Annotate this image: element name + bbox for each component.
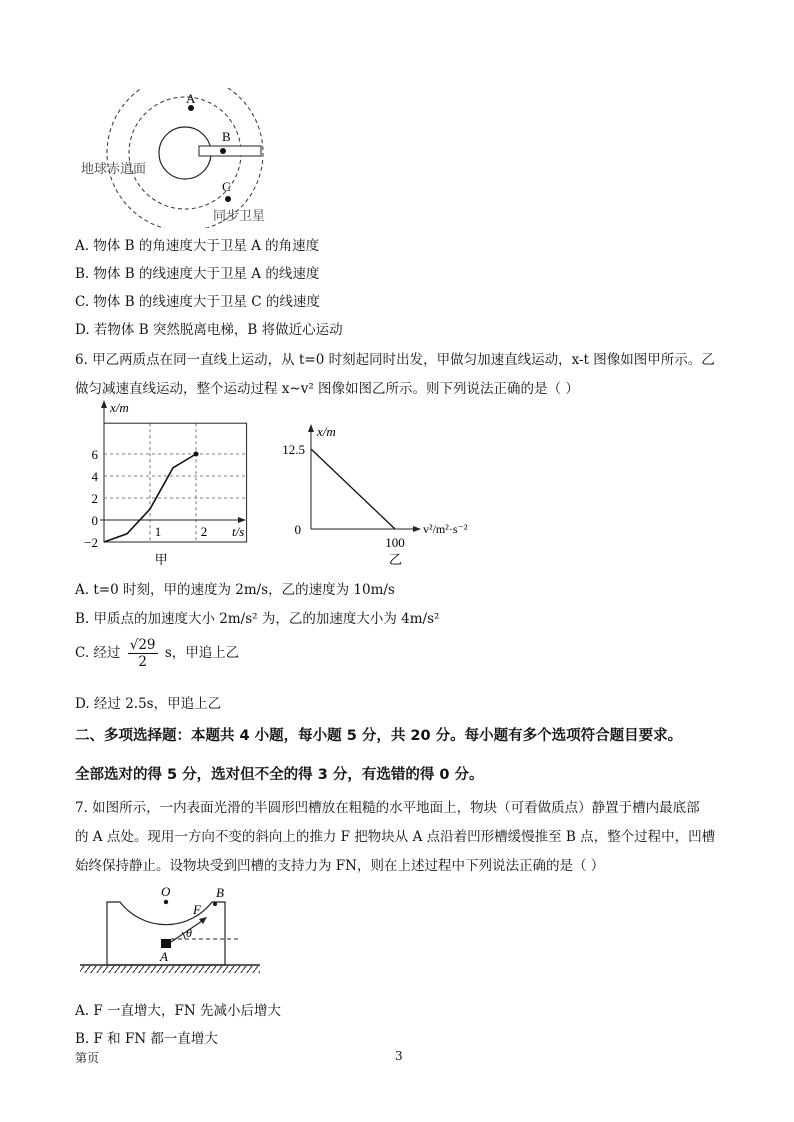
q6-stem-line1: 6. 甲乙两质点在同一直线上运动，从 t=0 时刻起同时出发，甲做匀加速直线运动，x-t 图像如图甲所示。乙 xyxy=(75,352,715,368)
orbit-figure xyxy=(75,88,275,228)
fraction xyxy=(128,637,158,670)
space-elevator xyxy=(199,146,261,156)
chart-jia xyxy=(70,398,260,568)
footer-left: 第页 xyxy=(75,1051,100,1065)
q7-stem-line1: 7. 如图所示，一内表面光滑的半圆形凹槽放在粗糙的水平地面上，物块（可看做质点）静置于槽内最底部 xyxy=(75,800,700,816)
fraction-numerator: √29 xyxy=(129,637,156,653)
x-axis-label: v²/m²·s⁻² xyxy=(423,522,468,536)
point-b xyxy=(220,148,226,154)
groove-figure xyxy=(75,882,275,977)
label-b-groove: B xyxy=(216,885,224,900)
chart-caption: 乙 xyxy=(389,552,403,567)
y-tick-label: 0 xyxy=(91,513,98,528)
x-tick-label: 100 xyxy=(385,535,405,550)
q6-option-c-prefix: C. 经过 xyxy=(75,645,121,661)
y-axis-label: x/m xyxy=(110,400,129,415)
x-tick-label: 2 xyxy=(200,524,208,539)
point-b-groove xyxy=(213,902,217,906)
x-axis-label: t/s xyxy=(232,524,245,539)
q6-option-b: B. 甲质点的加速度大小 2m/s² 为，乙的加速度大小为 4m/s² xyxy=(75,611,440,627)
q7-option-a: A. F 一直增大，FN 先减小后增大 xyxy=(75,1003,281,1019)
end-point xyxy=(194,452,199,457)
label-b: B xyxy=(222,129,231,144)
q6-option-c-suffix: s，甲追上乙 xyxy=(164,645,240,661)
chart-yi xyxy=(265,418,495,568)
y-axis-arrow xyxy=(308,424,314,432)
plot-frame xyxy=(104,423,247,542)
q6-option-d: D. 经过 2.5s，甲追上乙 xyxy=(75,696,222,712)
x-tick-label: 0 xyxy=(294,522,301,537)
label-theta: θ xyxy=(186,926,192,940)
label-a: A xyxy=(186,91,196,106)
x-axis-arrow xyxy=(238,517,246,523)
label-o: O xyxy=(161,884,171,899)
y-tick-label: −2 xyxy=(84,535,98,550)
q6-stem-line2: 做匀减速直线运动，整个运动过程 x~v² 图像如图乙所示。则下列说法正确的是（ ） xyxy=(75,381,579,397)
page-number: 3 xyxy=(395,1049,403,1063)
y-axis-arrow xyxy=(101,400,107,408)
section2-heading-line1: 二、多项选择题：本题共 4 小题，每小题 5 分，共 20 分。每小题有多个选项符合题目要求。 xyxy=(75,728,683,744)
q7-stem-line2: 的 A 点处。现用一方向不变的斜向上的推力 F 把物块从 A 点沿着凹形槽缓慢推至 B 点，整个过程中，凹槽 xyxy=(75,829,716,845)
label-equator: 地球赤道面 xyxy=(81,161,147,176)
fraction-denominator: 2 xyxy=(138,654,147,670)
q7-option-b: B. F 和 FN 都一直增大 xyxy=(75,1031,218,1047)
x-tick-label: 1 xyxy=(154,524,162,539)
label-f: F xyxy=(193,902,201,917)
q7-stem-line3: 始终保持静止。设物块受到凹槽的支持力为 FN，则在上述过程中下列说法正确的是（ ） xyxy=(75,858,605,874)
q6-option-a: A. t=0 时刻，甲的速度为 2m/s，乙的速度为 10m/s xyxy=(75,582,395,598)
y-tick-label: 12.5 xyxy=(282,442,305,457)
label-c: C xyxy=(222,179,231,194)
q6-option-c xyxy=(75,637,239,670)
point-c xyxy=(225,196,231,202)
q5-option-c: C. 物体 B 的线速度大于卫星 C 的线速度 xyxy=(75,294,320,310)
q5-option-b: B. 物体 B 的线速度大于卫星 A 的线速度 xyxy=(75,266,320,282)
x-axis-arrow xyxy=(413,526,421,532)
ground-hatch xyxy=(80,966,260,973)
y-tick-label: 2 xyxy=(91,491,98,506)
chart-caption: 甲 xyxy=(154,552,168,567)
q5-option-a: A. 物体 B 的角速度大于卫星 A 的角速度 xyxy=(75,238,320,254)
center-o xyxy=(164,900,168,904)
y-tick-label: 4 xyxy=(91,469,98,484)
q5-option-d: D. 若物体 B 突然脱离电梯，B 将做近心运动 xyxy=(75,322,343,338)
label-sync: 同步卫星 xyxy=(213,208,266,223)
block-a xyxy=(161,939,171,948)
series-line xyxy=(311,449,395,529)
y-axis-label: x/m xyxy=(317,424,336,439)
label-a-groove: A xyxy=(160,949,168,964)
section2-heading-line2: 全部选对的得 5 分，选对但不全的得 3 分，有选错的得 0 分。 xyxy=(75,767,484,783)
y-tick-label: 6 xyxy=(91,447,98,462)
